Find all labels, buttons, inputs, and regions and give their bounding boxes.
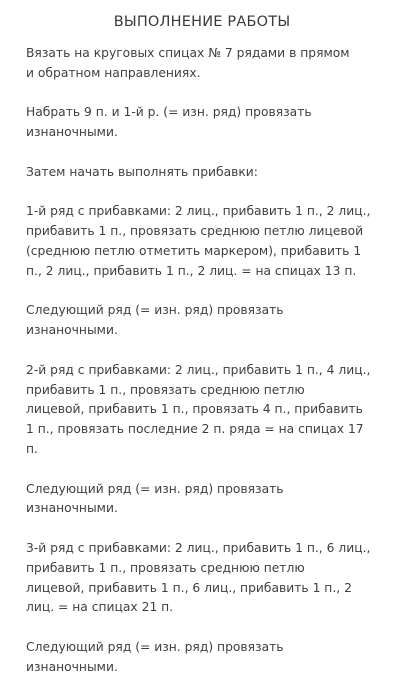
instruction-text — [26, 44, 376, 697]
paragraph-next-row-1: Следующий ряд (= изн. ряд) провязать изнаночными. — [26, 303, 284, 338]
section-title: ВЫПОЛНЕНИЕ РАБОТЫ — [113, 14, 291, 30]
paragraph-cast-on: Набрать 9 п. и 1-й р. (= изн. ряд) провязать изнаночными. — [26, 105, 312, 140]
paragraph-next-row-2: Следующий ряд (= изн. ряд) провязать изнаночными. — [26, 481, 284, 516]
paragraph-row-1: 1-й ряд с прибавками: 2 лиц., прибавить 1 п., 2 лиц., прибавить 1 п., провязать среднюю петлю лицевой (среднюю петлю отметить маркером), прибавить 1 п., 2 лиц., прибавить 1 п., 2 лиц. = на спицах 13 п. — [26, 204, 371, 278]
paragraph-next-row-3: Следующий ряд (= изн. ряд) провязать изнаночными. — [26, 639, 284, 674]
paragraph-knitting-method: Вязать на круговых спицах № 7 рядами в прямом и обратном направлениях. — [26, 46, 350, 80]
paragraph-row-2: 2-й ряд с прибавками: 2 лиц., прибавить 1 п., 4 лиц., прибавить 1 п., провязать среднюю петлю лицевой, прибавить 1 п., провязать 4 п., прибавить 1 п., провязать последние 2 п. ряда = на спицах 17 п. — [26, 362, 371, 456]
paragraph-start-increases: Затем начать выполнять прибавки: — [26, 164, 258, 179]
paragraph-row-3: 3-й ряд с прибавками: 2 лиц., прибавить 1 п., 6 лиц., прибавить 1 п., провязать среднюю петлю лицевой, прибавить 1 п., 6 лиц., прибавить 1 п., 2 лиц. = на спицах 21 п. — [26, 540, 371, 615]
